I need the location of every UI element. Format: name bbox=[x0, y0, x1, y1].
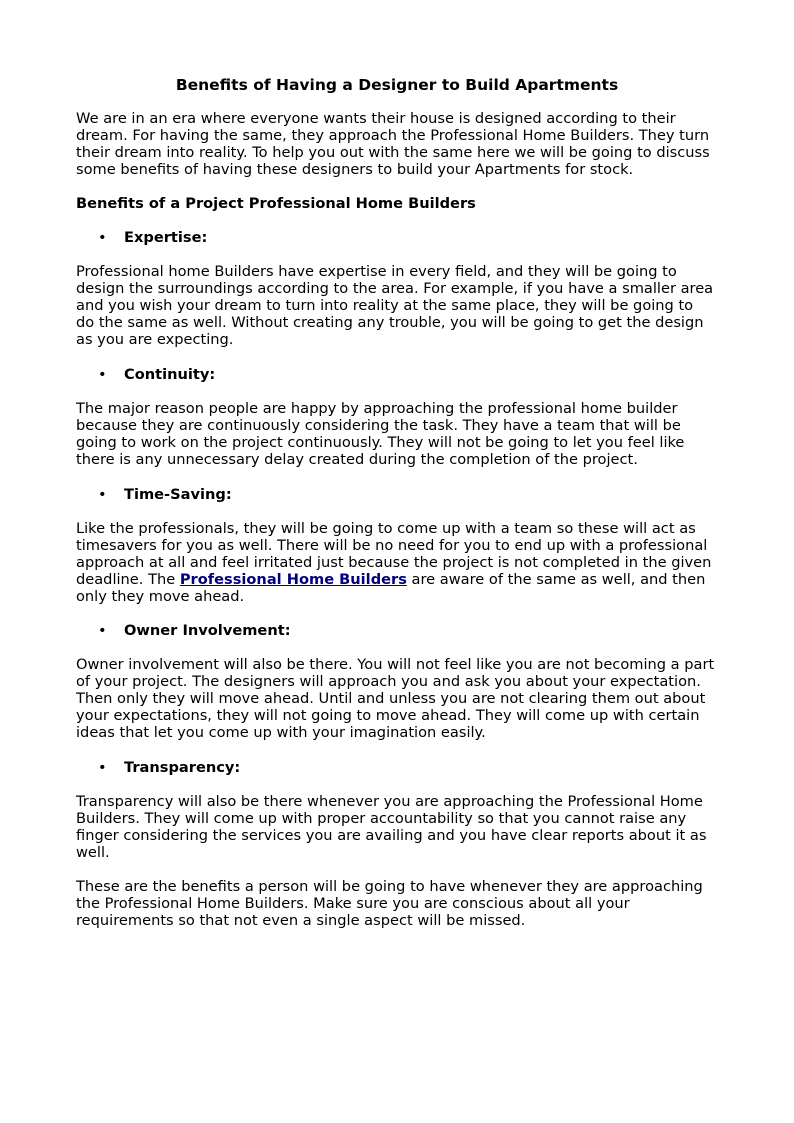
professional-home-builders-link[interactable]: Professional Home Builders bbox=[179, 571, 407, 589]
text-line: finger considering the services you are availing and you have clear reports about it as bbox=[76, 827, 707, 845]
text-line: Transparency will also be there whenever you are approaching the Professional Home bbox=[76, 793, 703, 810]
bullet-icon: • bbox=[98, 759, 107, 776]
section-subheading: Benefits of a Project Professional Home Builders bbox=[76, 195, 476, 212]
text-line: of your project. The designers will approach you and ask you about your expectation. bbox=[76, 673, 701, 691]
text-line: their dream into reality. To help you out with the same here we will be going to discuss bbox=[76, 144, 710, 162]
bullet-heading-time-saving bbox=[98, 486, 232, 503]
text-line: only they move ahead. bbox=[76, 588, 245, 606]
text-line: some benefits of having these designers to build your Apartments for stock. bbox=[76, 161, 634, 179]
paragraph-transparency bbox=[76, 793, 706, 861]
text-line: requirements so that not even a single aspect will be missed. bbox=[76, 912, 526, 930]
text-line: timesavers for you as well. There will be no need for you to end up with a professional bbox=[76, 537, 708, 555]
bullet-heading-text: Time-Saving: bbox=[124, 486, 232, 503]
text-line: your expectations, they will not going to move ahead. They will come up with certain bbox=[76, 707, 700, 725]
bullet-icon: • bbox=[98, 229, 107, 246]
text-line: design the surroundings according to the area. For example, if you have a smaller area bbox=[76, 280, 714, 298]
text-line: These are the benefits a person will be going to have whenever they are approaching bbox=[76, 878, 703, 895]
text-line-with-link bbox=[76, 571, 711, 588]
text-line: and you wish your dream to turn into reality at the same place, they will be going to bbox=[76, 297, 694, 315]
text-line: there is any unnecessary delay created during the completion of the project. bbox=[76, 451, 638, 469]
paragraph-time-saving bbox=[76, 520, 711, 605]
text-line: going to work on the project continuously. They will not be going to let you feel like bbox=[76, 434, 685, 452]
text-line: dream. For having the same, they approach the Professional Home Builders. They turn bbox=[76, 127, 710, 145]
text-before-link: deadline. The bbox=[76, 571, 180, 589]
bullet-heading-text: Transparency: bbox=[124, 759, 241, 776]
text-line: Like the professionals, they will be going to come up with a team so these will act as bbox=[76, 520, 696, 537]
bullet-heading-text: Continuity: bbox=[124, 366, 216, 383]
text-line: ideas that let you come up with your imagination easily. bbox=[76, 724, 486, 742]
intro-paragraph bbox=[76, 110, 710, 178]
text-line: We are in an era where everyone wants their house is designed according to their bbox=[76, 110, 676, 127]
text-line: well. bbox=[76, 844, 110, 862]
text-line: Builders. They will come up with proper accountability so that you cannot raise any bbox=[76, 810, 687, 828]
bullet-icon: • bbox=[98, 622, 107, 639]
text-line: Professional home Builders have expertise in every field, and they will be going to bbox=[76, 263, 677, 280]
bullet-icon: • bbox=[98, 366, 107, 383]
text-after-link: are aware of the same as well, and then bbox=[406, 571, 706, 589]
text-line: The major reason people are happy by approaching the professional home builder bbox=[76, 400, 678, 417]
bullet-heading-continuity bbox=[98, 366, 215, 383]
paragraph-continuity bbox=[76, 400, 684, 468]
text-line: because they are continuously considering the task. They have a team that will be bbox=[76, 417, 681, 435]
paragraph-owner-involvement bbox=[76, 656, 714, 741]
text-line: Owner involvement will also be there. You will not feel like you are not becoming a part bbox=[76, 656, 715, 673]
conclusion-paragraph bbox=[76, 878, 703, 929]
bullet-heading-text: Expertise: bbox=[124, 229, 208, 246]
bullet-heading-expertise bbox=[98, 229, 207, 246]
text-line: as you are expecting. bbox=[76, 331, 234, 349]
bullet-heading-text: Owner Involvement: bbox=[124, 622, 291, 639]
document-title: Benefits of Having a Designer to Build Apartments bbox=[175, 76, 619, 94]
bullet-heading-owner-involvement bbox=[98, 622, 291, 639]
bullet-icon: • bbox=[98, 486, 107, 503]
paragraph-expertise bbox=[76, 263, 713, 348]
text-line: do the same as well. Without creating any trouble, you will be going to get the design bbox=[76, 314, 704, 332]
text-line: the Professional Home Builders. Make sure you are conscious about all your bbox=[76, 895, 630, 913]
text-line: Then only they will move ahead. Until and unless you are not clearing them out about bbox=[76, 690, 706, 708]
text-line: approach at all and feel irritated just because the project is not completed in the given bbox=[76, 554, 712, 572]
bullet-heading-transparency bbox=[98, 759, 240, 776]
